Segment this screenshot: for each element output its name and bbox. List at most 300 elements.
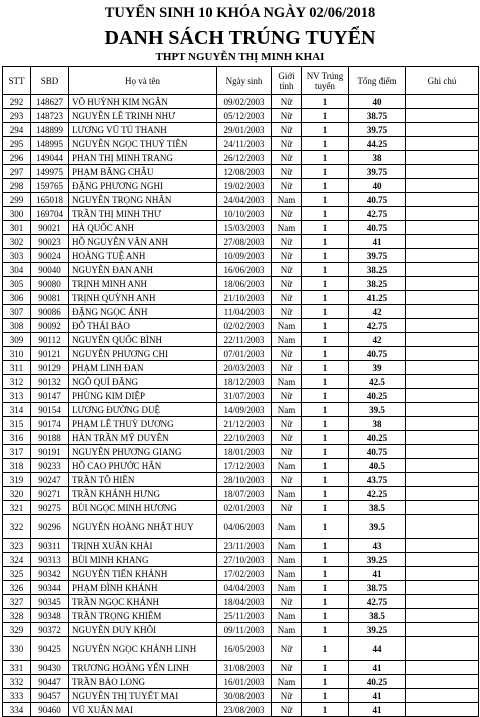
sbd-cell: 90086	[31, 305, 69, 319]
note-cell	[406, 581, 479, 595]
sbd-cell: 90296	[31, 515, 69, 539]
score-cell: 41	[349, 661, 406, 675]
note-cell	[406, 609, 479, 623]
choice-cell: 1	[302, 637, 349, 661]
stt-cell: 294	[3, 123, 31, 137]
stt-cell: 328	[3, 609, 31, 623]
dob-cell: 18/04/2003	[217, 595, 272, 609]
sbd-cell: 159765	[31, 179, 69, 193]
stt-cell: 306	[3, 291, 31, 305]
header-note: Ghi chú	[406, 67, 479, 95]
table-row	[3, 417, 479, 431]
sbd-cell: 90023	[31, 235, 69, 249]
stt-cell: 317	[3, 445, 31, 459]
score-cell: 39.25	[349, 553, 406, 567]
note-cell	[406, 333, 479, 347]
dob-cell: 23/11/2003	[217, 539, 272, 553]
dob-cell: 31/08/2003	[217, 661, 272, 675]
score-cell: 43.75	[349, 473, 406, 487]
table-row	[3, 431, 479, 445]
sbd-cell: 90345	[31, 595, 69, 609]
name-cell: NGUYỄN PHƯƠNG GIANG	[69, 445, 217, 459]
dob-cell: 18/06/2003	[217, 277, 272, 291]
sbd-cell: 90447	[31, 675, 69, 689]
choice-cell: 1	[302, 109, 349, 123]
dob-cell: 26/12/2003	[217, 151, 272, 165]
score-cell: 43	[349, 539, 406, 553]
choice-cell: 1	[302, 553, 349, 567]
choice-cell: 1	[302, 221, 349, 235]
table-row	[3, 553, 479, 567]
note-cell	[406, 539, 479, 553]
table-row	[3, 445, 479, 459]
gender-cell: Nam	[272, 675, 302, 689]
score-cell: 39	[349, 361, 406, 375]
note-cell	[406, 291, 479, 305]
name-cell: TRƯƠNG HOÀNG YẾN LINH	[69, 661, 217, 675]
dob-cell: 18/07/2003	[217, 487, 272, 501]
note-cell	[406, 277, 479, 291]
choice-cell: 1	[302, 277, 349, 291]
choice-cell: 1	[302, 249, 349, 263]
stt-cell: 309	[3, 333, 31, 347]
score-cell: 40.75	[349, 347, 406, 361]
header-gender: Giới tính	[272, 67, 302, 95]
table-row	[3, 501, 479, 515]
table-row	[3, 305, 479, 319]
table-row	[3, 333, 479, 347]
score-cell: 38.75	[349, 109, 406, 123]
note-cell	[406, 305, 479, 319]
gender-cell: Nữ	[272, 249, 302, 263]
dob-cell: 24/11/2003	[217, 137, 272, 151]
gender-cell: Nam	[272, 623, 302, 637]
stt-cell: 298	[3, 179, 31, 193]
note-cell	[406, 445, 479, 459]
name-cell: PHAN THỊ MINH TRANG	[69, 151, 217, 165]
table-row	[3, 473, 479, 487]
dob-cell: 11/04/2003	[217, 305, 272, 319]
table-row	[3, 459, 479, 473]
name-cell: HÀN TRẦN MỸ DUYÊN	[69, 431, 217, 445]
note-cell	[406, 319, 479, 333]
note-cell	[406, 553, 479, 567]
score-cell: 38.25	[349, 277, 406, 291]
name-cell: LƯƠNG ĐƯỜNG DUỆ	[69, 403, 217, 417]
table-row	[3, 637, 479, 661]
table-header-row	[3, 67, 479, 95]
name-cell: ĐẶNG NGỌC ÁNH	[69, 305, 217, 319]
sbd-cell: 90147	[31, 389, 69, 403]
gender-cell: Nữ	[272, 235, 302, 249]
header-sbd: SBD	[31, 67, 69, 95]
note-cell	[406, 389, 479, 403]
choice-cell: 1	[302, 151, 349, 165]
stt-cell: 326	[3, 581, 31, 595]
dob-cell: 29/01/2003	[217, 123, 272, 137]
note-cell	[406, 417, 479, 431]
table-row	[3, 319, 479, 333]
choice-cell: 1	[302, 539, 349, 553]
stt-cell: 332	[3, 675, 31, 689]
sbd-cell: 90457	[31, 689, 69, 703]
sbd-cell: 90348	[31, 609, 69, 623]
stt-cell: 318	[3, 459, 31, 473]
choice-cell: 1	[302, 473, 349, 487]
sbd-cell: 90191	[31, 445, 69, 459]
choice-cell: 1	[302, 403, 349, 417]
choice-cell: 1	[302, 445, 349, 459]
dob-cell: 07/01/2003	[217, 347, 272, 361]
stt-cell: 311	[3, 361, 31, 375]
choice-cell: 1	[302, 567, 349, 581]
dob-cell: 10/10/2003	[217, 207, 272, 221]
score-cell: 38.75	[349, 581, 406, 595]
name-cell: PHẠM BĂNG CHÂU	[69, 165, 217, 179]
gender-cell: Nữ	[272, 703, 302, 717]
sbd-cell: 90174	[31, 417, 69, 431]
header-choice: NV Trúng tuyển	[302, 67, 349, 95]
name-cell: HỒ CAO PHƯỚC HÂN	[69, 459, 217, 473]
choice-cell: 1	[302, 703, 349, 717]
table-row	[3, 277, 479, 291]
dob-cell: 22/10/2003	[217, 431, 272, 445]
choice-cell: 1	[302, 431, 349, 445]
stt-cell: 312	[3, 375, 31, 389]
stt-cell: 301	[3, 221, 31, 235]
name-cell: TRỊNH XUÂN KHẢI	[69, 539, 217, 553]
table-row	[3, 235, 479, 249]
table-row	[3, 487, 479, 501]
dob-cell: 16/06/2003	[217, 263, 272, 277]
stt-cell: 331	[3, 661, 31, 675]
stt-cell: 308	[3, 319, 31, 333]
stt-cell: 325	[3, 567, 31, 581]
dob-cell: 27/10/2003	[217, 553, 272, 567]
note-cell	[406, 375, 479, 389]
stt-cell: 333	[3, 689, 31, 703]
note-cell	[406, 361, 479, 375]
gender-cell: Nữ	[272, 207, 302, 221]
name-cell: TRỊNH QUỲNH ANH	[69, 291, 217, 305]
choice-cell: 1	[302, 487, 349, 501]
sbd-cell: 148995	[31, 137, 69, 151]
table-row	[3, 165, 479, 179]
note-cell	[406, 109, 479, 123]
score-cell: 41	[349, 703, 406, 717]
dob-cell: 14/09/2003	[217, 403, 272, 417]
dob-cell: 18/01/2003	[217, 445, 272, 459]
dob-cell: 21/10/2003	[217, 291, 272, 305]
gender-cell: Nữ	[272, 431, 302, 445]
gender-cell: Nam	[272, 487, 302, 501]
name-cell: LƯƠNG VŨ TÚ THANH	[69, 123, 217, 137]
gender-cell: Nữ	[272, 347, 302, 361]
table-row	[3, 193, 479, 207]
dob-cell: 09/02/2003	[217, 95, 272, 109]
stt-cell: 310	[3, 347, 31, 361]
table-row	[3, 675, 479, 689]
table-row	[3, 623, 479, 637]
sbd-cell: 149975	[31, 165, 69, 179]
table-row	[3, 123, 479, 137]
stt-cell: 322	[3, 515, 31, 539]
table-row	[3, 539, 479, 553]
dob-cell: 27/08/2003	[217, 235, 272, 249]
dob-cell: 22/11/2003	[217, 333, 272, 347]
table-row	[3, 581, 479, 595]
gender-cell: Nữ	[272, 95, 302, 109]
gender-cell: Nữ	[272, 389, 302, 403]
sbd-cell: 90132	[31, 375, 69, 389]
score-cell: 40.75	[349, 445, 406, 459]
note-cell	[406, 703, 479, 717]
table-row	[3, 179, 479, 193]
sbd-cell: 90112	[31, 333, 69, 347]
sbd-cell: 90021	[31, 221, 69, 235]
sbd-cell: 90154	[31, 403, 69, 417]
dob-cell: 21/12/2003	[217, 417, 272, 431]
stt-cell: 296	[3, 151, 31, 165]
dob-cell: 19/02/2003	[217, 179, 272, 193]
gender-cell: Nam	[272, 609, 302, 623]
stt-cell: 321	[3, 501, 31, 515]
name-cell: ĐỖ THÁI BẢO	[69, 319, 217, 333]
note-cell	[406, 459, 479, 473]
score-cell: 38	[349, 417, 406, 431]
name-cell: HOÀNG TUỆ ANH	[69, 249, 217, 263]
score-cell: 40.75	[349, 193, 406, 207]
note-cell	[406, 193, 479, 207]
note-cell	[406, 165, 479, 179]
gender-cell: Nữ	[272, 165, 302, 179]
score-cell: 40.25	[349, 431, 406, 445]
choice-cell: 1	[302, 595, 349, 609]
name-cell: PHẠM ĐÌNH KHÁNH	[69, 581, 217, 595]
name-cell: NGÔ QUÍ ĐĂNG	[69, 375, 217, 389]
score-cell: 42.5	[349, 375, 406, 389]
header-stt: STT	[3, 67, 31, 95]
score-cell: 42.75	[349, 319, 406, 333]
table-row	[3, 595, 479, 609]
score-cell: 39.5	[349, 403, 406, 417]
dob-cell: 04/04/2003	[217, 581, 272, 595]
name-cell: VÕ HUỲNH KIM NGÂN	[69, 95, 217, 109]
score-cell: 41	[349, 567, 406, 581]
stt-cell: 319	[3, 473, 31, 487]
dob-cell: 30/08/2003	[217, 689, 272, 703]
dob-cell: 02/01/2003	[217, 501, 272, 515]
table-row	[3, 515, 479, 539]
score-cell: 42.75	[349, 595, 406, 609]
sbd-cell: 90024	[31, 249, 69, 263]
gender-cell: Nam	[272, 375, 302, 389]
note-cell	[406, 151, 479, 165]
gender-cell: Nữ	[272, 637, 302, 661]
score-cell: 39.25	[349, 623, 406, 637]
note-cell	[406, 221, 479, 235]
dob-cell: 10/09/2003	[217, 249, 272, 263]
name-cell: NGUYỄN DUY KHÔI	[69, 623, 217, 637]
score-cell: 38	[349, 151, 406, 165]
score-cell: 41	[349, 689, 406, 703]
stt-cell: 297	[3, 165, 31, 179]
sbd-cell: 90460	[31, 703, 69, 717]
dob-cell: 15/03/2003	[217, 221, 272, 235]
sbd-cell: 148627	[31, 95, 69, 109]
table-body	[3, 95, 479, 717]
name-cell: VŨ XUÂN MAI	[69, 703, 217, 717]
note-cell	[406, 661, 479, 675]
gender-cell: Nữ	[272, 109, 302, 123]
table-row	[3, 221, 479, 235]
gender-cell: Nữ	[272, 595, 302, 609]
stt-cell: 314	[3, 403, 31, 417]
table-row	[3, 689, 479, 703]
table-row	[3, 95, 479, 109]
note-cell	[406, 263, 479, 277]
name-cell: NGUYỄN TRỌNG NHÂN	[69, 193, 217, 207]
dob-cell: 04/06/2003	[217, 515, 272, 539]
table-row	[3, 249, 479, 263]
choice-cell: 1	[302, 179, 349, 193]
gender-cell: Nam	[272, 333, 302, 347]
sbd-cell: 90247	[31, 473, 69, 487]
sbd-cell: 90425	[31, 637, 69, 661]
gender-cell: Nam	[272, 221, 302, 235]
stt-cell: 302	[3, 235, 31, 249]
choice-cell: 1	[302, 165, 349, 179]
score-cell: 42	[349, 333, 406, 347]
note-cell	[406, 95, 479, 109]
note-cell	[406, 595, 479, 609]
table-row	[3, 291, 479, 305]
name-cell: TRẦN TÔ HIỀN	[69, 473, 217, 487]
stt-cell: 299	[3, 193, 31, 207]
gender-cell: Nam	[272, 581, 302, 595]
score-cell: 40.25	[349, 389, 406, 403]
sbd-cell: 90188	[31, 431, 69, 445]
sbd-cell: 165018	[31, 193, 69, 207]
score-cell: 41.25	[349, 291, 406, 305]
score-cell: 40	[349, 95, 406, 109]
sbd-cell: 90311	[31, 539, 69, 553]
dob-cell: 05/12/2003	[217, 109, 272, 123]
score-cell: 40	[349, 179, 406, 193]
table-row	[3, 347, 479, 361]
score-cell: 38.5	[349, 609, 406, 623]
name-cell: NGUYỄN NGỌC KHÁNH LINH	[69, 637, 217, 661]
list-title: DANH SÁCH TRÚNG TUYỂN	[104, 27, 376, 49]
sbd-cell: 90121	[31, 347, 69, 361]
sbd-cell: 90129	[31, 361, 69, 375]
stt-cell: 316	[3, 431, 31, 445]
name-cell: TRỊNH MINH ANH	[69, 277, 217, 291]
name-cell: NGUYỄN THỊ TUYẾT MAI	[69, 689, 217, 703]
table-row	[3, 375, 479, 389]
gender-cell: Nữ	[272, 123, 302, 137]
gender-cell: Nữ	[272, 179, 302, 193]
choice-cell: 1	[302, 95, 349, 109]
note-cell	[406, 249, 479, 263]
choice-cell: 1	[302, 291, 349, 305]
score-cell: 42	[349, 305, 406, 319]
name-cell: HÀ QUỐC ANH	[69, 221, 217, 235]
score-cell: 40.25	[349, 675, 406, 689]
stt-cell: 303	[3, 249, 31, 263]
dob-cell: 02/02/2003	[217, 319, 272, 333]
note-cell	[406, 515, 479, 539]
stt-cell: 323	[3, 539, 31, 553]
choice-cell: 1	[302, 193, 349, 207]
sbd-cell: 90275	[31, 501, 69, 515]
table-row	[3, 263, 479, 277]
name-cell: BÙI MINH KHANG	[69, 553, 217, 567]
gender-cell: Nam	[272, 319, 302, 333]
gender-cell: Nam	[272, 403, 302, 417]
table-row	[3, 389, 479, 403]
gender-cell: Nữ	[272, 151, 302, 165]
dob-cell: 12/08/2003	[217, 165, 272, 179]
choice-cell: 1	[302, 263, 349, 277]
stt-cell: 315	[3, 417, 31, 431]
admission-table	[2, 66, 479, 717]
name-cell: NGUYỄN ĐAN ANH	[69, 263, 217, 277]
stt-cell: 295	[3, 137, 31, 151]
header-dob: Ngày sinh	[217, 67, 272, 95]
dob-cell: 31/07/2003	[217, 389, 272, 403]
gender-cell: Nữ	[272, 305, 302, 319]
note-cell	[406, 501, 479, 515]
dob-cell: 23/08/2003	[217, 703, 272, 717]
choice-cell: 1	[302, 305, 349, 319]
sbd-cell: 90233	[31, 459, 69, 473]
choice-cell: 1	[302, 207, 349, 221]
table-row	[3, 151, 479, 165]
score-cell: 41	[349, 235, 406, 249]
choice-cell: 1	[302, 609, 349, 623]
score-cell: 39.75	[349, 123, 406, 137]
note-cell	[406, 179, 479, 193]
gender-cell: Nữ	[272, 291, 302, 305]
stt-cell: 320	[3, 487, 31, 501]
choice-cell: 1	[302, 137, 349, 151]
gender-cell: Nam	[272, 553, 302, 567]
choice-cell: 1	[302, 661, 349, 675]
note-cell	[406, 235, 479, 249]
table-row	[3, 109, 479, 123]
note-cell	[406, 675, 479, 689]
name-cell: NGUYỄN PHƯƠNG CHI	[69, 347, 217, 361]
note-cell	[406, 473, 479, 487]
score-cell: 44.25	[349, 137, 406, 151]
name-cell: TRẦN TRỌNG KHIÊM	[69, 609, 217, 623]
choice-cell: 1	[302, 581, 349, 595]
choice-cell: 1	[302, 333, 349, 347]
score-cell: 40.75	[349, 221, 406, 235]
table-row	[3, 137, 479, 151]
dob-cell: 17/12/2003	[217, 459, 272, 473]
sbd-cell: 90430	[31, 661, 69, 675]
dob-cell: 24/04/2003	[217, 193, 272, 207]
score-cell: 39.75	[349, 165, 406, 179]
gender-cell: Nữ	[272, 263, 302, 277]
name-cell: NGUYỄN HOÀNG NHẬT HUY	[69, 515, 217, 539]
stt-cell: 313	[3, 389, 31, 403]
choice-cell: 1	[302, 515, 349, 539]
gender-cell: Nữ	[272, 417, 302, 431]
stt-cell: 304	[3, 263, 31, 277]
